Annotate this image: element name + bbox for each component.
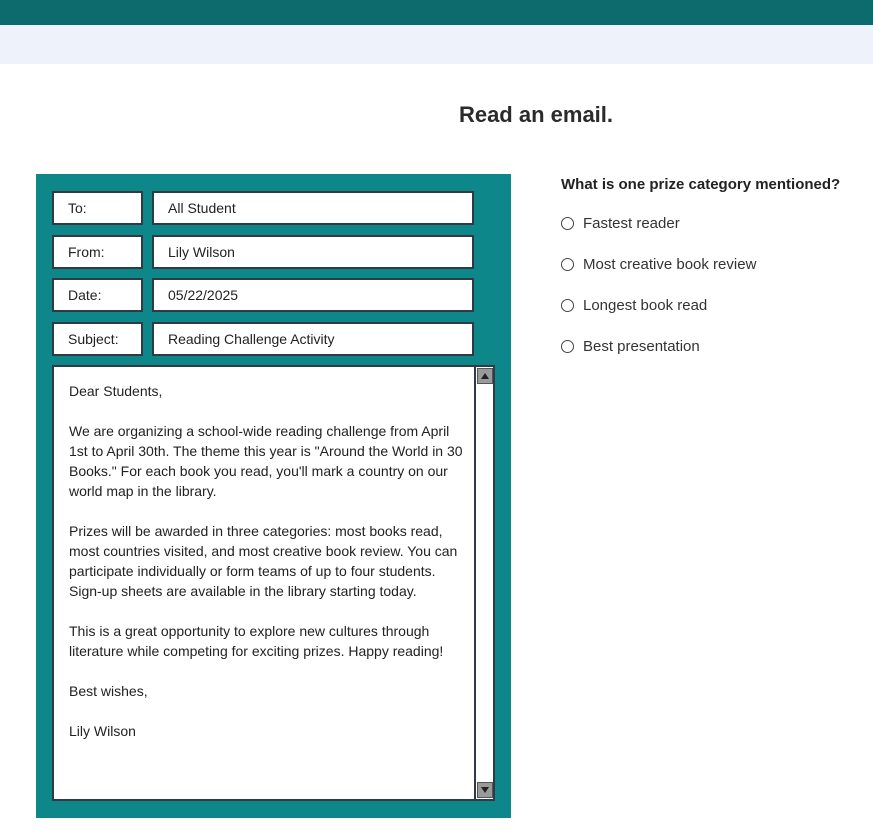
- instruction-title: Read an email.: [458, 102, 614, 127]
- option-label: Longest book read: [583, 297, 708, 314]
- email-signoff: Best wishes,: [69, 683, 148, 699]
- from-label: From:: [52, 235, 143, 269]
- radio-icon[interactable]: [561, 258, 574, 271]
- sub-bar: [0, 25, 873, 64]
- radio-icon[interactable]: [561, 217, 574, 230]
- option-most-creative-book-review[interactable]: [561, 256, 756, 273]
- radio-icon[interactable]: [561, 340, 574, 353]
- option-label: Most creative book review: [583, 256, 757, 273]
- to-label: To:: [52, 191, 143, 225]
- option-fastest-reader[interactable]: [561, 215, 680, 232]
- question-text: What is one prize category mentioned?: [561, 176, 841, 193]
- arrow-up-icon: [481, 373, 489, 379]
- to-value: All Student: [152, 191, 474, 225]
- email-body-text: [69, 381, 469, 741]
- subject-label: Subject:: [52, 322, 143, 356]
- email-panel: [36, 174, 511, 818]
- arrow-down-icon: [481, 787, 489, 793]
- email-body[interactable]: [52, 365, 495, 801]
- from-value: Lily Wilson: [152, 235, 474, 269]
- option-label: Best presentation: [583, 338, 700, 355]
- email-paragraph: Prizes will be awarded in three categories: most books read, most countries visited, and most creative book review. You can participate individually or form teams of up to four students. Sign-up sheets are available in the library starting today.: [69, 523, 458, 599]
- option-longest-book-read[interactable]: [561, 297, 707, 314]
- radio-icon[interactable]: [561, 299, 574, 312]
- option-best-presentation[interactable]: [561, 338, 700, 355]
- email-scrollbar[interactable]: [474, 367, 493, 799]
- top-bar: [0, 0, 873, 25]
- email-paragraph: This is a great opportunity to explore new cultures through literature while competing for exciting prizes. Happy reading!: [69, 623, 444, 659]
- option-label: Fastest reader: [583, 215, 680, 232]
- date-label: Date:: [52, 278, 143, 312]
- scroll-down-button[interactable]: [477, 782, 493, 798]
- email-signature: Lily Wilson: [69, 723, 136, 739]
- scroll-up-button[interactable]: [477, 368, 493, 384]
- email-greeting: Dear Students,: [69, 383, 163, 399]
- email-paragraph: We are organizing a school-wide reading challenge from April 1st to April 30th. The theme this year is "Around the World in 30 Books." For each book you read, you'll mark a country on our world map in the library.: [69, 423, 463, 499]
- subject-value: Reading Challenge Activity: [152, 322, 474, 356]
- date-value: 05/22/2025: [152, 278, 474, 312]
